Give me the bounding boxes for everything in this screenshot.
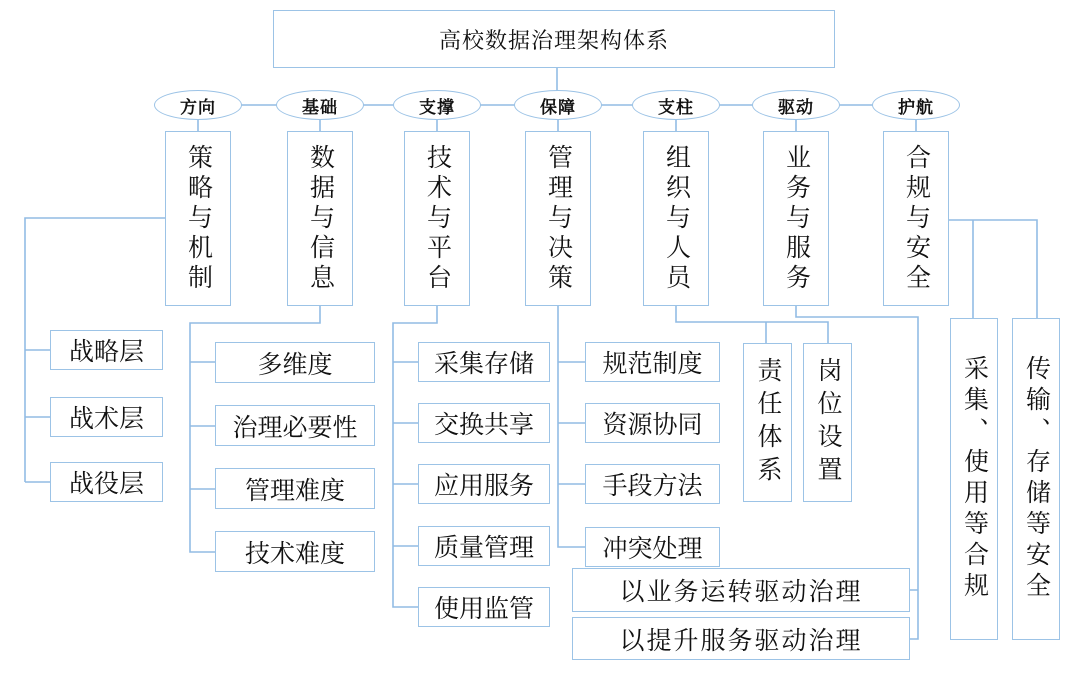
- tag-ellipse-support: 支撑: [393, 90, 481, 120]
- leaf-collection-usage-compliance: 采集、使用等合规: [950, 318, 998, 640]
- edge-branch-5: [676, 306, 828, 343]
- tag-ellipse-guarantee: 保障: [514, 90, 602, 120]
- leaf-business-operation-driven: 以业务运转驱动治理: [572, 568, 910, 612]
- root-title: 高校数据治理架构体系: [273, 10, 835, 68]
- leaf-regulation-system: 规范制度: [585, 342, 720, 382]
- leaf-resource-coordination: 资源协同: [585, 403, 720, 443]
- pillar-box-business-service: 业务与服务: [763, 131, 829, 306]
- pillar-box-compliance-security: 合规与安全: [883, 131, 949, 306]
- leaf-means-methods: 手段方法: [585, 464, 720, 504]
- edge-branch-7: [949, 220, 1037, 318]
- pillar-box-technology-platform: 技术与平台: [404, 131, 470, 306]
- edge-branch-4: [558, 306, 585, 547]
- pillar-box-strategy-mechanism: 策略与机制: [165, 131, 231, 306]
- leaf-collection-storage: 采集存储: [418, 342, 550, 382]
- leaf-position-setup: 岗位设置: [803, 343, 852, 502]
- leaf-application-service: 应用服务: [418, 464, 550, 504]
- tag-ellipse-drive: 驱动: [752, 90, 840, 120]
- tag-ellipse-direction: 方向: [154, 90, 242, 120]
- tag-ellipse-foundation: 基础: [276, 90, 364, 120]
- tag-ellipse-escort: 护航: [872, 90, 960, 120]
- leaf-conflict-handling: 冲突处理: [585, 527, 720, 567]
- leaf-responsibility-system: 责任体系: [743, 343, 792, 502]
- leaf-transmission-storage-security: 传输、存储等安全: [1012, 318, 1060, 640]
- pillar-box-management-decision: 管理与决策: [525, 131, 591, 306]
- leaf-campaign-layer: 战役层: [50, 462, 163, 502]
- leaf-service-improvement-driven: 以提升服务驱动治理: [572, 617, 910, 660]
- leaf-technical-difficulty: 技术难度: [215, 531, 375, 572]
- leaf-management-difficulty: 管理难度: [215, 468, 375, 509]
- leaf-governance-necessity: 治理必要性: [215, 405, 375, 446]
- pillar-box-data-information: 数据与信息: [287, 131, 353, 306]
- leaf-tactical-layer: 战术层: [50, 397, 163, 437]
- leaf-quality-management: 质量管理: [418, 526, 550, 566]
- pillar-box-organization-personnel: 组织与人员: [643, 131, 709, 306]
- leaf-usage-supervision: 使用监管: [418, 587, 550, 627]
- leaf-multi-dimension: 多维度: [215, 342, 375, 383]
- leaf-strategic-layer: 战略层: [50, 330, 163, 370]
- leaf-exchange-sharing: 交换共享: [418, 403, 550, 443]
- tag-ellipse-pillar: 支柱: [632, 90, 720, 120]
